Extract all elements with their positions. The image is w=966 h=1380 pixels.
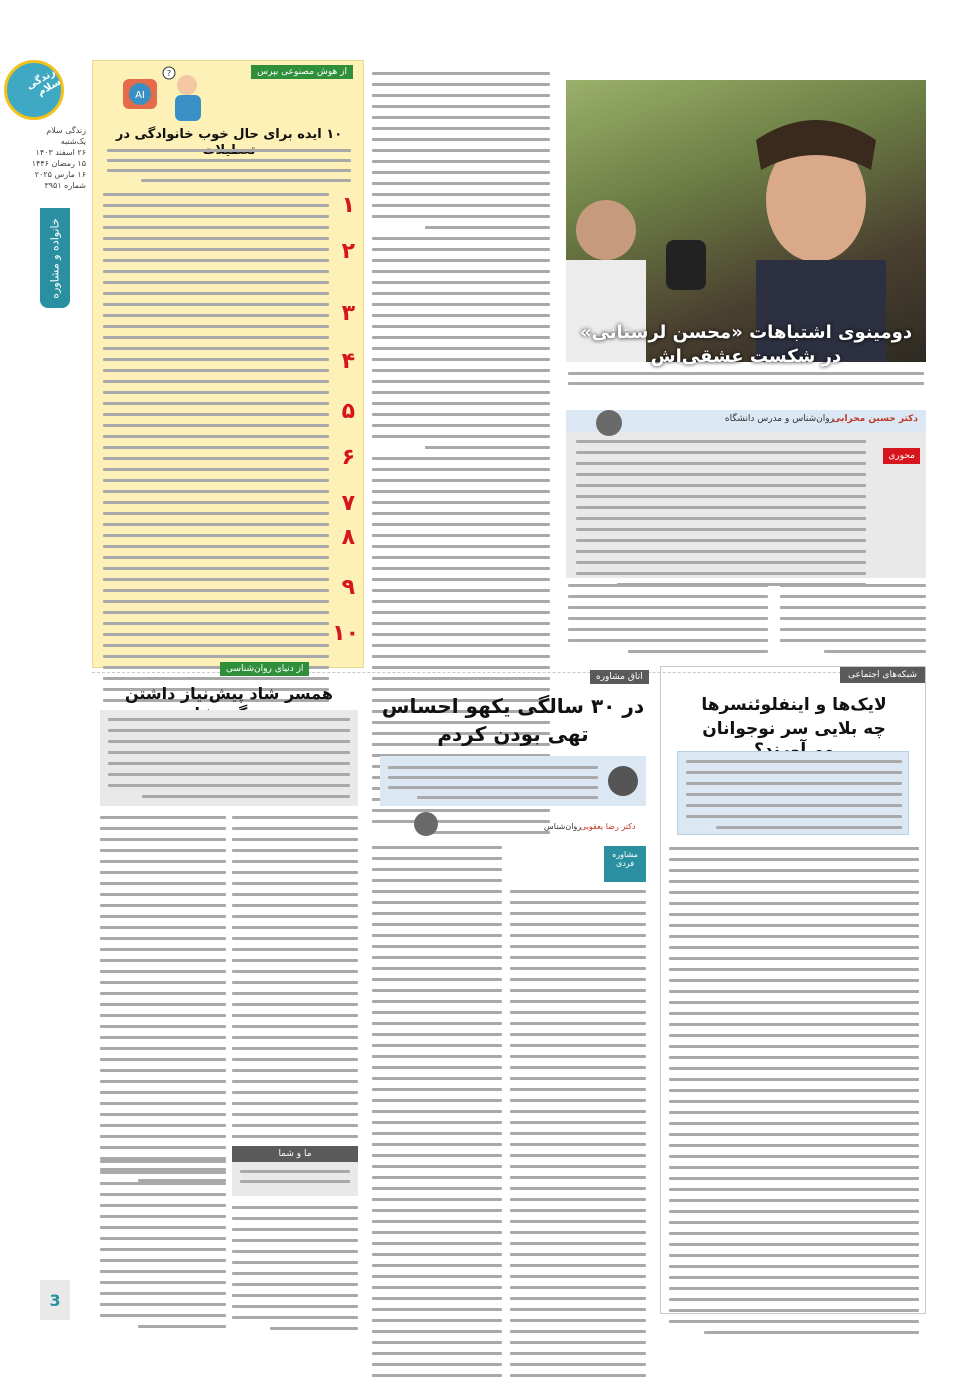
feature-body-right [780,584,926,653]
counsel-question-box [380,756,646,806]
page-number [40,1280,70,1320]
list-number: ۲ [341,239,355,264]
psych-title: همسر شاد پیش‌نیاز داشتن [125,684,333,703]
feature-body-left [568,584,768,653]
counsel-title-line1: در ۳۰ سالگی یکهو احساس [381,694,645,718]
question-avatar [608,766,638,796]
psych-kicker: از دنیای روان‌شناسی [220,662,309,676]
issue-info [6,125,86,191]
contact-title: ما و شما [232,1146,358,1162]
contact-box [232,1146,358,1196]
social-lead [686,760,902,829]
social-body [669,847,919,1334]
svg-text:?: ? [166,69,172,78]
issue-line: ۱۶ مارس ۲۰۲۵ [34,170,86,179]
counsel-author: دکتر رضا یعقوبی [580,822,636,831]
psych-bottom-left [100,1160,226,1328]
logo-text: زندگی سلام [24,66,63,99]
ai-body [103,193,329,713]
masthead-strip [0,0,92,1380]
counsel-side-tag-label: مشاوره فردی [612,850,638,868]
counsel-author-bar [380,812,646,836]
issue-line: زندگی سلام [46,126,86,135]
counsel-title-line2: تهی بودن کردم [437,722,589,746]
list-number: ۱ [341,193,355,218]
ai-lead [107,149,351,182]
psych-lead-box [100,710,358,806]
contact-body [240,1170,350,1183]
social-article [660,666,926,1314]
issue-line: یک‌شنبه [60,137,86,146]
counsel-kicker: اتاق مشاوره [590,670,649,684]
ai-kicker: از هوش مصنوعی بپرس [251,65,353,79]
feature-box [566,410,926,578]
counsel-question [388,766,598,799]
list-number: ۷ [341,491,355,516]
social-lead-box [677,751,909,835]
feature-title-line2: در شکست عشقی‌اش [650,346,842,367]
page-number-value: 3 [49,1290,61,1310]
psych-lead [108,718,350,798]
list-number: ۱۰ [332,621,359,646]
issue-line: شماره ۳۹۵۱ [44,181,86,190]
feature-author-role: روان‌شناس و مدرس دانشگاه [724,414,834,424]
counsel-author-role: روان‌شناس [544,822,582,831]
logo [4,60,64,120]
issue-line: ۱۵ رمضان ۱۴۴۶ [31,159,86,168]
robot-illustration [101,65,211,123]
feature-box-body [576,440,866,586]
counsel-author-avatar [414,812,438,836]
feature-author: دکتر حسین محرابی [831,414,918,424]
list-number: ۶ [341,445,355,470]
section-vertical-tab [40,208,70,308]
feature-title-line1: دومینوی اشتباهات «محسن لرستانی» [579,322,913,343]
social-kicker: شبکه‌های اجتماعی [840,667,925,683]
list-number: ۹ [341,575,355,600]
author-avatar [596,410,622,436]
social-title-line1: لایک‌ها و اینفلوئنسرها [701,695,887,715]
counsel-col-right [510,890,646,1380]
ai-title: ۱۰ ایده برای حال خوب خانوادگی در [115,127,343,142]
section-vertical-label: خانواده و مشاوره [48,217,62,299]
list-number: ۳ [341,301,355,326]
feature-box-tag: محوری [883,448,920,464]
svg-text:AI: AI [135,90,145,101]
feature-lead [568,372,924,385]
social-title-line2: چه بلایی سر نوجوانان [702,719,886,739]
list-number: ۴ [341,349,355,374]
middle-column-text [372,72,550,834]
issue-line: ۲۶ اسفند ۱۴۰۳ [35,148,86,157]
psych-col-right [232,816,358,1182]
list-number: ۵ [341,399,355,424]
feature-photo [566,80,926,362]
psych-col-left [100,816,226,1182]
counsel-side-tag [604,846,646,882]
counsel-col-mid [372,846,502,1380]
interview-photo-icon [566,80,926,362]
ai-article [92,60,364,668]
ai-robot-icon [101,65,211,123]
psych-bottom-right [232,1206,358,1330]
list-number: ۸ [341,525,355,550]
